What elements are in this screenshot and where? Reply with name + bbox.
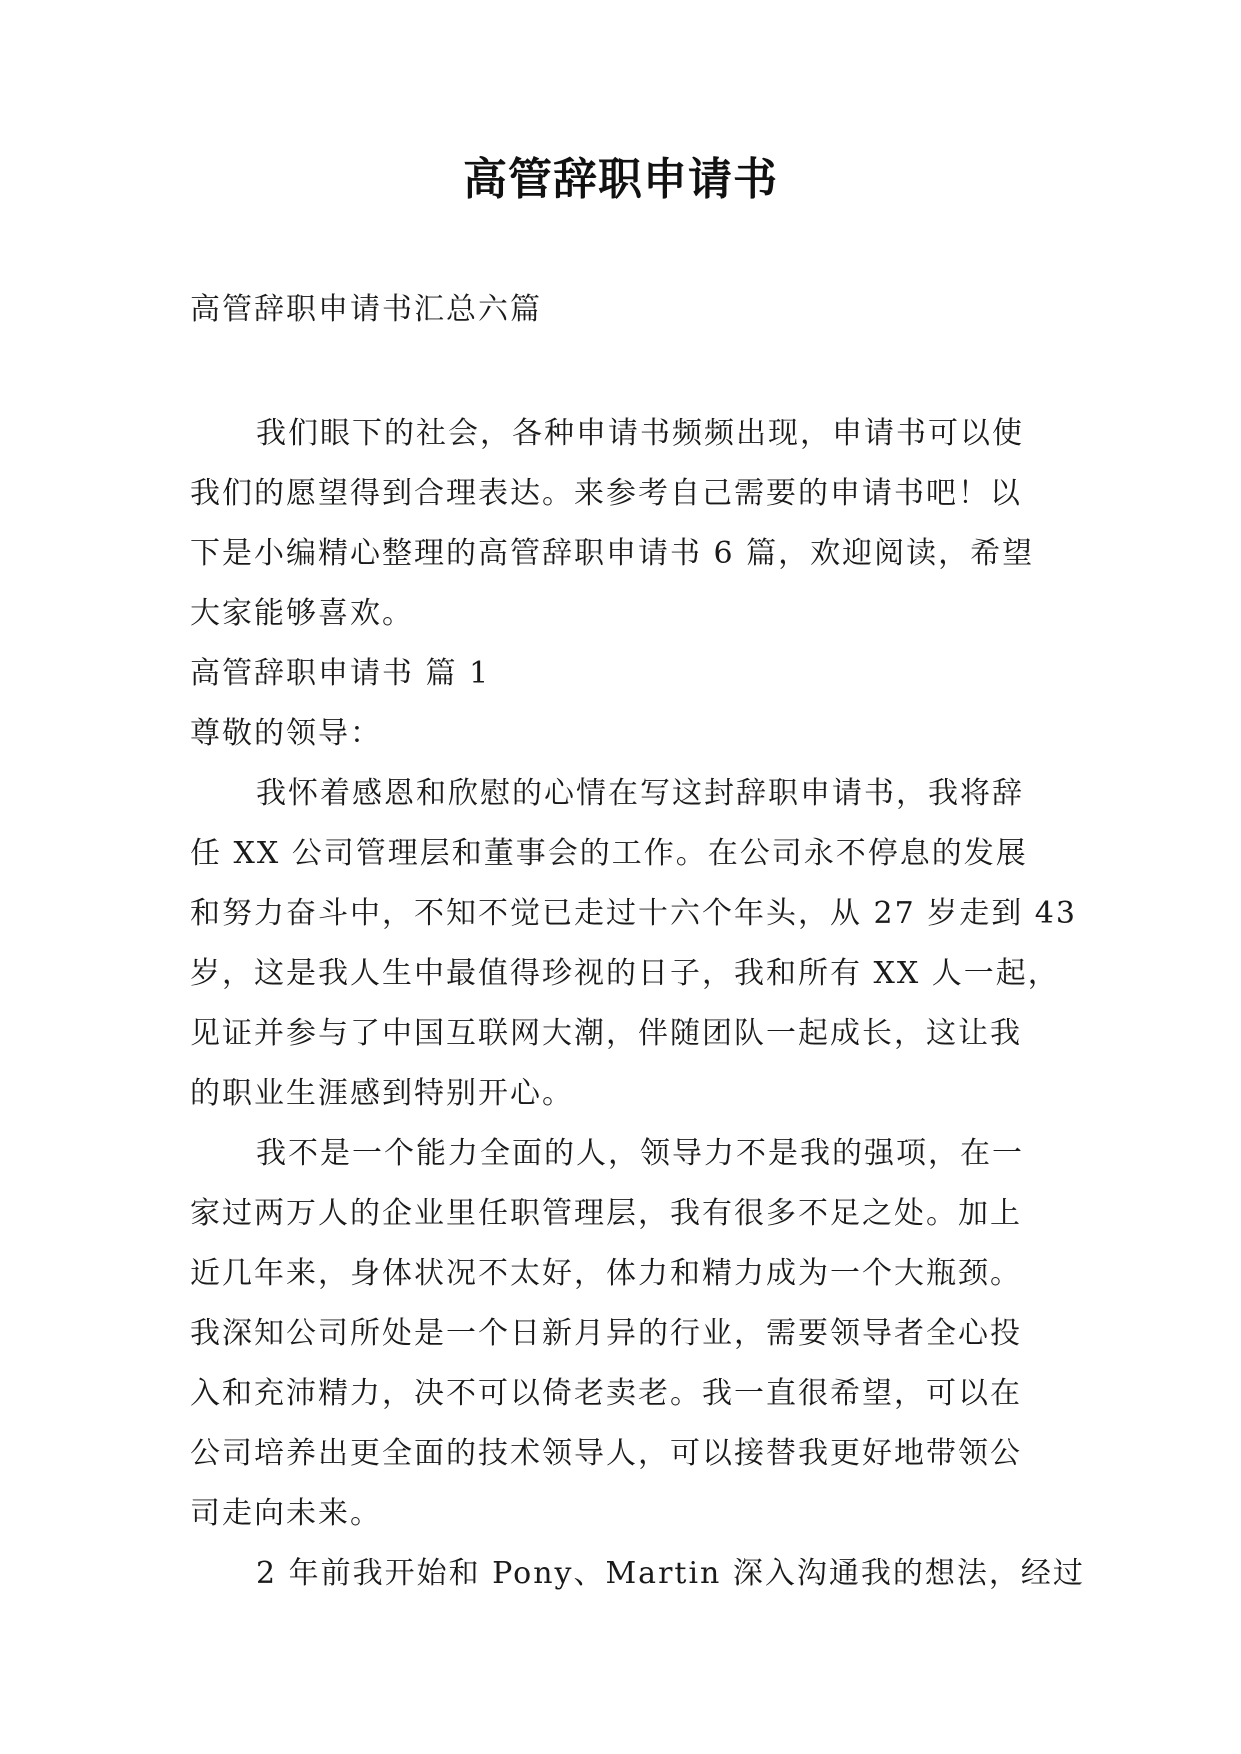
text-line: 任 XX 公司管理层和董事会的工作。在公司永不停息的发展 xyxy=(190,836,1028,871)
text-line: 我怀着感恩和欣慰的心情在写这封辞职申请书，我将辞 xyxy=(256,776,1024,811)
text-line: 大家能够喜欢。 xyxy=(190,596,414,631)
text-line: 岁，这是我人生中最值得珍视的日子，我和所有 XX 人一起， xyxy=(190,956,1060,991)
text-line: 的职业生涯感到特别开心。 xyxy=(190,1076,574,1111)
text-line: 我深知公司所处是一个日新月异的行业，需要领导者全心投 xyxy=(190,1316,1022,1351)
text-line: 家过两万人的企业里任职管理层，我有很多不足之处。加上 xyxy=(190,1196,1022,1231)
document-body xyxy=(190,404,1085,1604)
text-line: 下是小编精心整理的高管辞职申请书 6 篇，欢迎阅读，希望 xyxy=(190,536,1035,571)
text-line: 2 年前我开始和 Pony、Martin 深入沟通我的想法，经过 xyxy=(256,1556,1085,1591)
document-subtitle: 高管辞职申请书汇总六篇 xyxy=(190,292,542,327)
text-line: 我不是一个能力全面的人，领导力不是我的强项，在一 xyxy=(256,1136,1024,1171)
document-title: 高管辞职申请书 xyxy=(463,154,778,205)
text-line: 入和充沛精力，决不可以倚老卖老。我一直很希望，可以在 xyxy=(190,1376,1022,1411)
text-line: 尊敬的领导： xyxy=(190,716,382,751)
text-line: 和努力奋斗中，不知不觉已走过十六个年头，从 27 岁走到 43 xyxy=(190,896,1077,931)
text-line: 见证并参与了中国互联网大潮，伴随团队一起成长，这让我 xyxy=(190,1016,1022,1051)
text-line: 我们的愿望得到合理表达。来参考自己需要的申请书吧！以 xyxy=(190,476,1022,511)
text-line: 公司培养出更全面的技术领导人，可以接替我更好地带领公 xyxy=(190,1436,1022,1471)
text-line: 我们眼下的社会，各种申请书频频出现，申请书可以使 xyxy=(256,416,1024,451)
text-line: 司走向未来。 xyxy=(190,1496,382,1531)
text-line: 高管辞职申请书 篇 1 xyxy=(190,656,491,691)
text-line: 近几年来，身体状况不太好，体力和精力成为一个大瓶颈。 xyxy=(190,1256,1022,1291)
